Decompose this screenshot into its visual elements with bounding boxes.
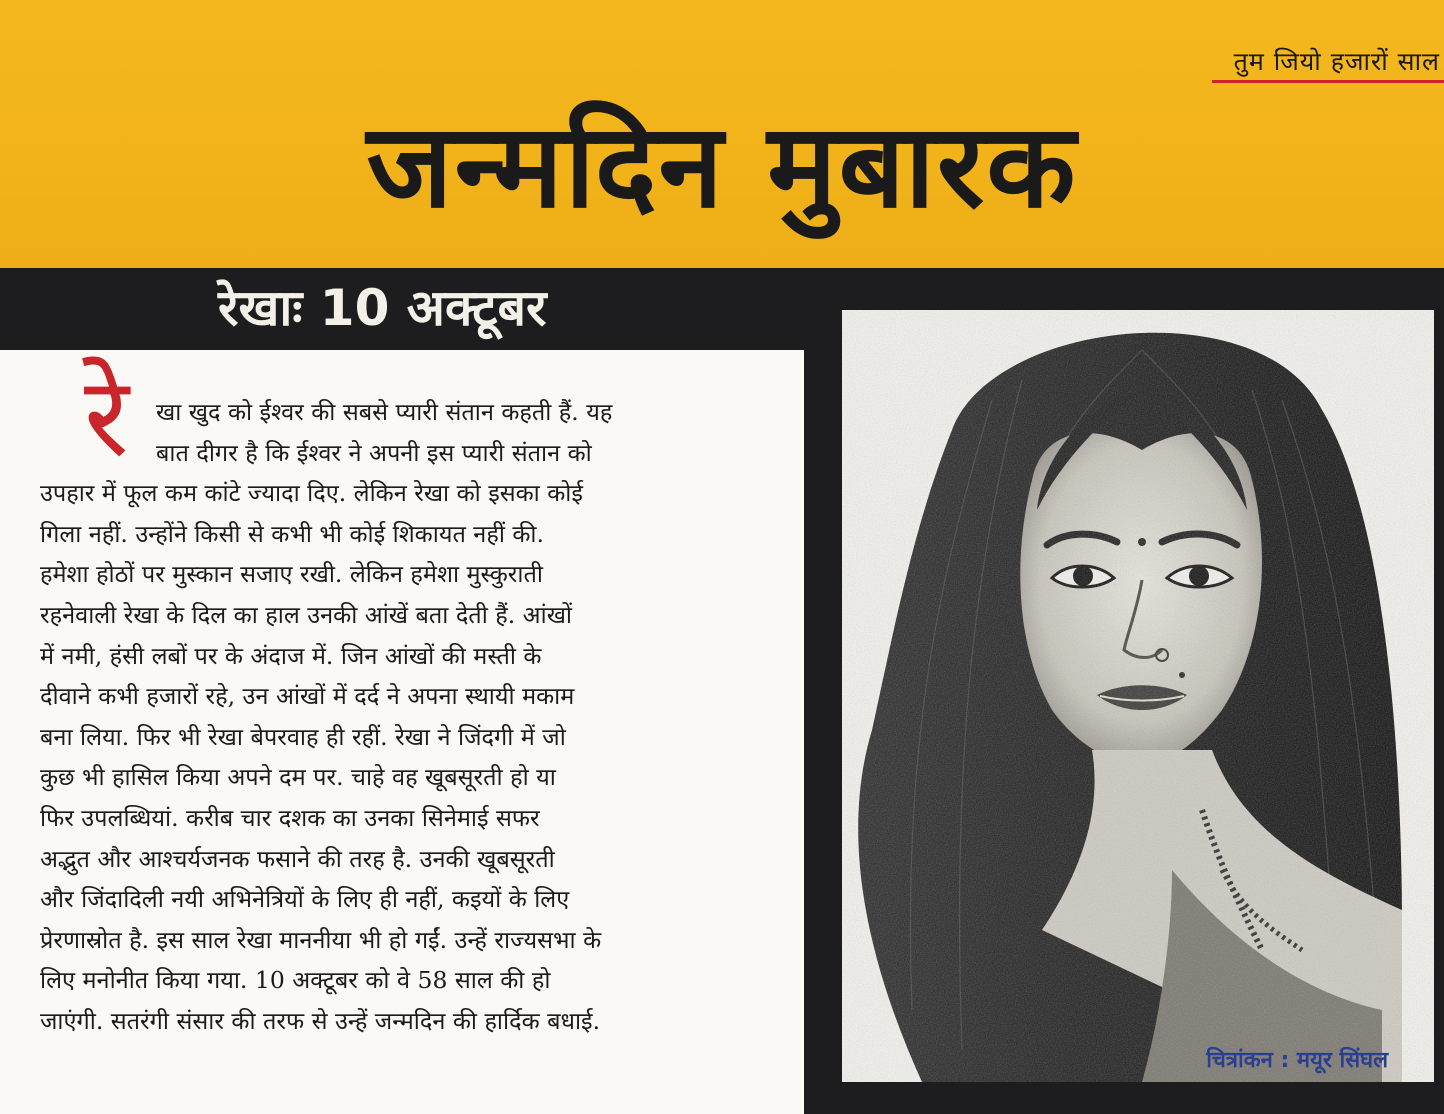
portrait-sketch: [842, 310, 1434, 1082]
article-line: बना लिया. फिर भी रेखा बेपरवाह ही रहीं. रेखा ने जिंदगी में जो: [40, 722, 566, 751]
page-title: जन्मदिन मुबारक: [366, 99, 1078, 234]
article-line: जाएंगी. सतरंगी संसार की तरफ से उन्हें जन्मदिन की हार्दिक बधाई.: [40, 1006, 601, 1035]
article-line: गिला नहीं. उन्होंने किसी से कभी भी कोई शिकायत नहीं की.: [40, 519, 544, 548]
article-line: रहनेवाली रेखा के दिल का हाल उनकी आंखें बता देती हैं. आंखों: [40, 600, 573, 629]
article-line: में नमी, हंसी लबों पर के अंदाज में. जिन आंखों की मस्ती के: [40, 641, 542, 670]
portrait-illustration: [842, 310, 1434, 1082]
article-line: अद्भुत और आश्चर्यजनक फसाने की तरह है. उनकी खूबसूरती: [40, 844, 555, 873]
illustration-credit: चित्रांकन : मयूर सिंघल: [1206, 1048, 1388, 1073]
article-line: हमेशा होठों पर मुस्कान सजाए रखी. लेकिन हमेशा मुस्कुराती: [40, 560, 543, 589]
article-line: और जिंदादिली नयी अभिनेत्रियों के लिए ही नहीं, कइयों के लिए: [40, 885, 570, 914]
drop-cap: रे: [84, 353, 129, 481]
article-line: दीवाने कभी हजारों रहे, उन आंखों में दर्द ने अपना स्थायी मकाम: [40, 682, 575, 711]
series-tag: तुम जियो हजारों साल: [1233, 47, 1440, 76]
article-subheading: रेखाः 10 अक्टूबर: [218, 279, 547, 337]
article-line: फिर उपलब्धियां. करीब चार दशक का उनका सिनेमाई सफर: [40, 803, 540, 832]
article-line: उपहार में फूल कम कांटे ज्यादा दिए. लेकिन रेखा को इसका कोई: [40, 479, 583, 508]
article-body: [40, 392, 768, 1042]
article-line: खा खुद को ईश्वर की सबसे प्यारी संतान कहती हैं. यह: [156, 398, 613, 426]
article-line: बात दीगर है कि ईश्वर ने अपनी इस प्यारी संतान को: [156, 438, 592, 467]
article-line: लिए मनोनीत किया गया. 10 अक्टूबर को वे 58 साल की हो: [40, 966, 551, 995]
series-tag-underline: [1212, 80, 1444, 83]
article-line: प्रेरणास्रोत है. इस साल रेखा माननीया भी हो गईं. उन्हें राज्यसभा के: [40, 925, 602, 954]
article-line: कुछ भी हासिल किया अपने दम पर. चाहे वह खूबसूरती हो या: [40, 763, 556, 792]
